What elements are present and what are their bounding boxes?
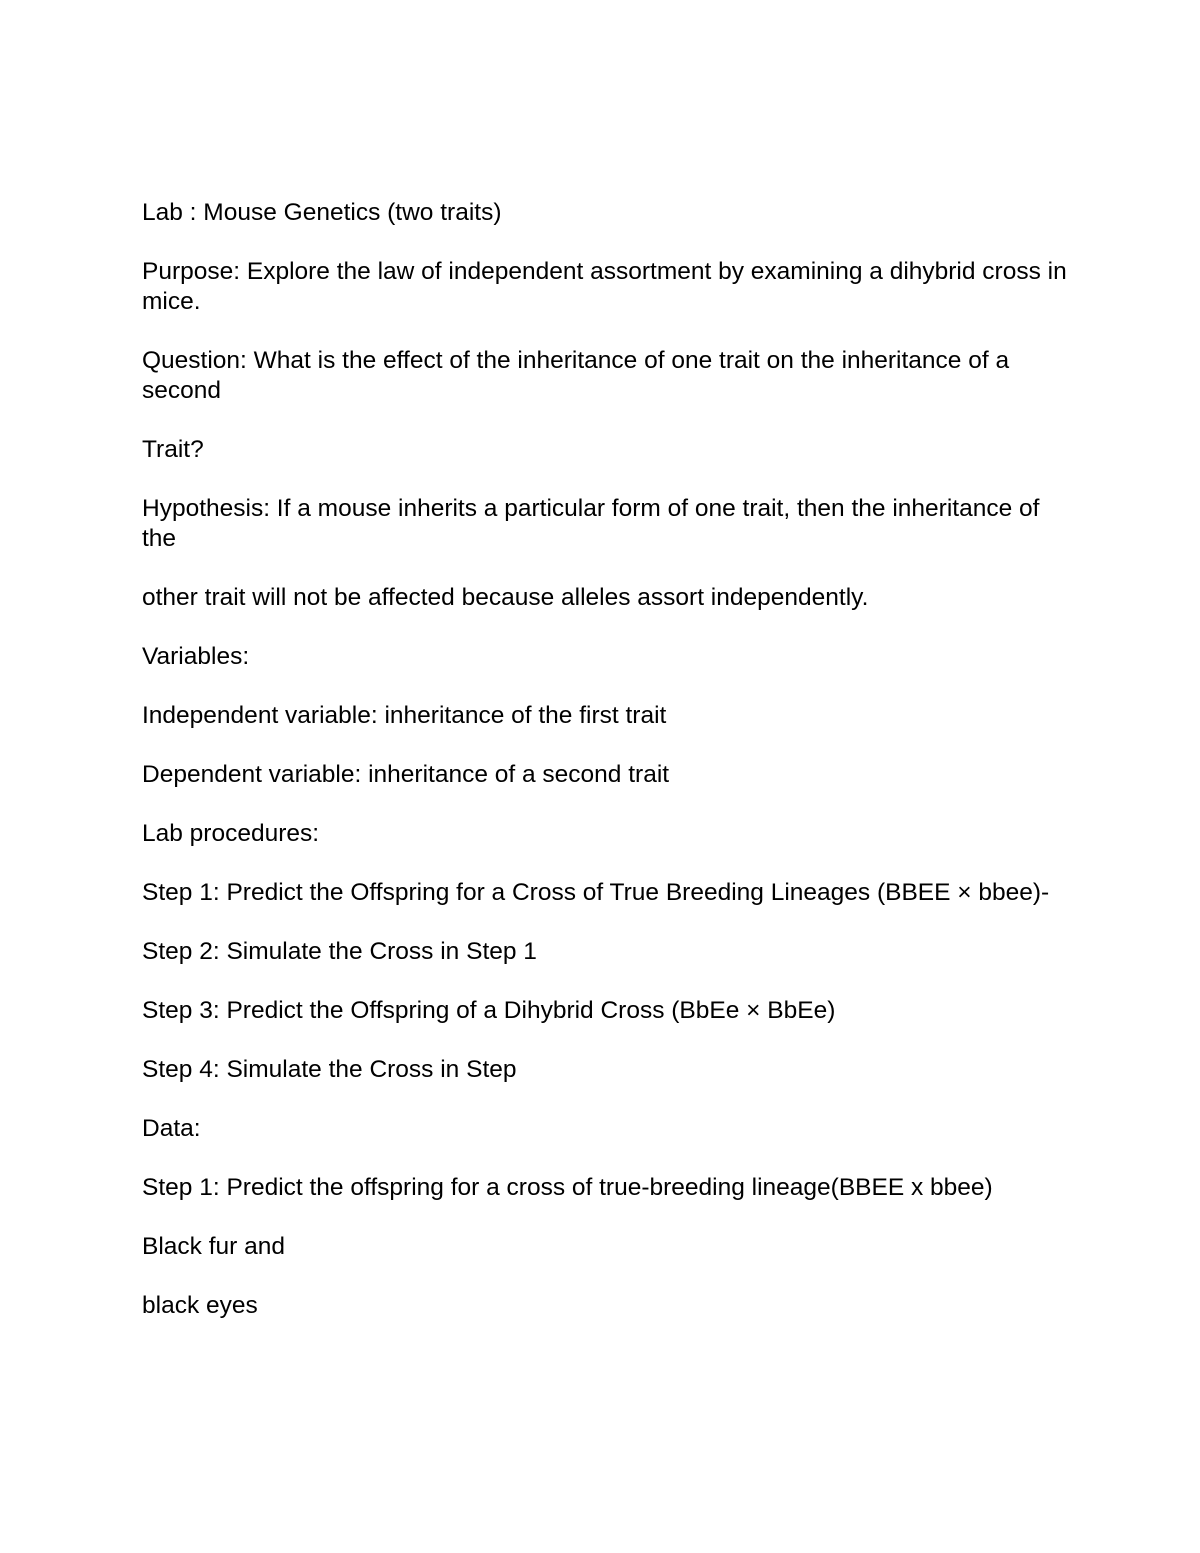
data-phenotype-line-1: Black fur and	[142, 1233, 285, 1260]
procedure-step-2: Step 2: Simulate the Cross in Step 1	[142, 938, 537, 965]
document-body	[142, 198, 1072, 1350]
data-heading: Data:	[142, 1115, 201, 1142]
hypothesis-paragraph: Hypothesis: If a mouse inherits a particular form of one trait, then the inheritance of the	[142, 495, 1040, 552]
procedure-step-1: Step 1: Predict the Offspring for a Cross of True Breeding Lineages (BBEE × bbee)-	[142, 879, 1050, 906]
purpose-paragraph: Purpose: Explore the law of independent assortment by examining a dihybrid cross in mice.	[142, 258, 1067, 315]
question-continuation: Trait?	[142, 436, 204, 463]
data-step-1: Step 1: Predict the offspring for a cross of true-breeding lineage(BBEE x bbee)	[142, 1174, 993, 1201]
hypothesis-continuation: other trait will not be affected because alleles assort independently.	[142, 584, 869, 611]
procedure-step-3: Step 3: Predict the Offspring of a Dihybrid Cross (BbEe × BbEe)	[142, 997, 836, 1024]
procedure-step-4: Step 4: Simulate the Cross in Step	[142, 1056, 517, 1083]
data-phenotype-line-2: black eyes	[142, 1292, 258, 1319]
variables-heading: Variables:	[142, 643, 250, 670]
question-paragraph: Question: What is the effect of the inheritance of one trait on the inheritance of a second	[142, 347, 1010, 404]
dependent-variable: Dependent variable: inheritance of a second trait	[142, 761, 670, 788]
document-title: Lab : Mouse Genetics (two traits)	[142, 199, 502, 226]
lab-procedures-heading: Lab procedures:	[142, 820, 320, 847]
independent-variable: Independent variable: inheritance of the first trait	[142, 702, 667, 729]
